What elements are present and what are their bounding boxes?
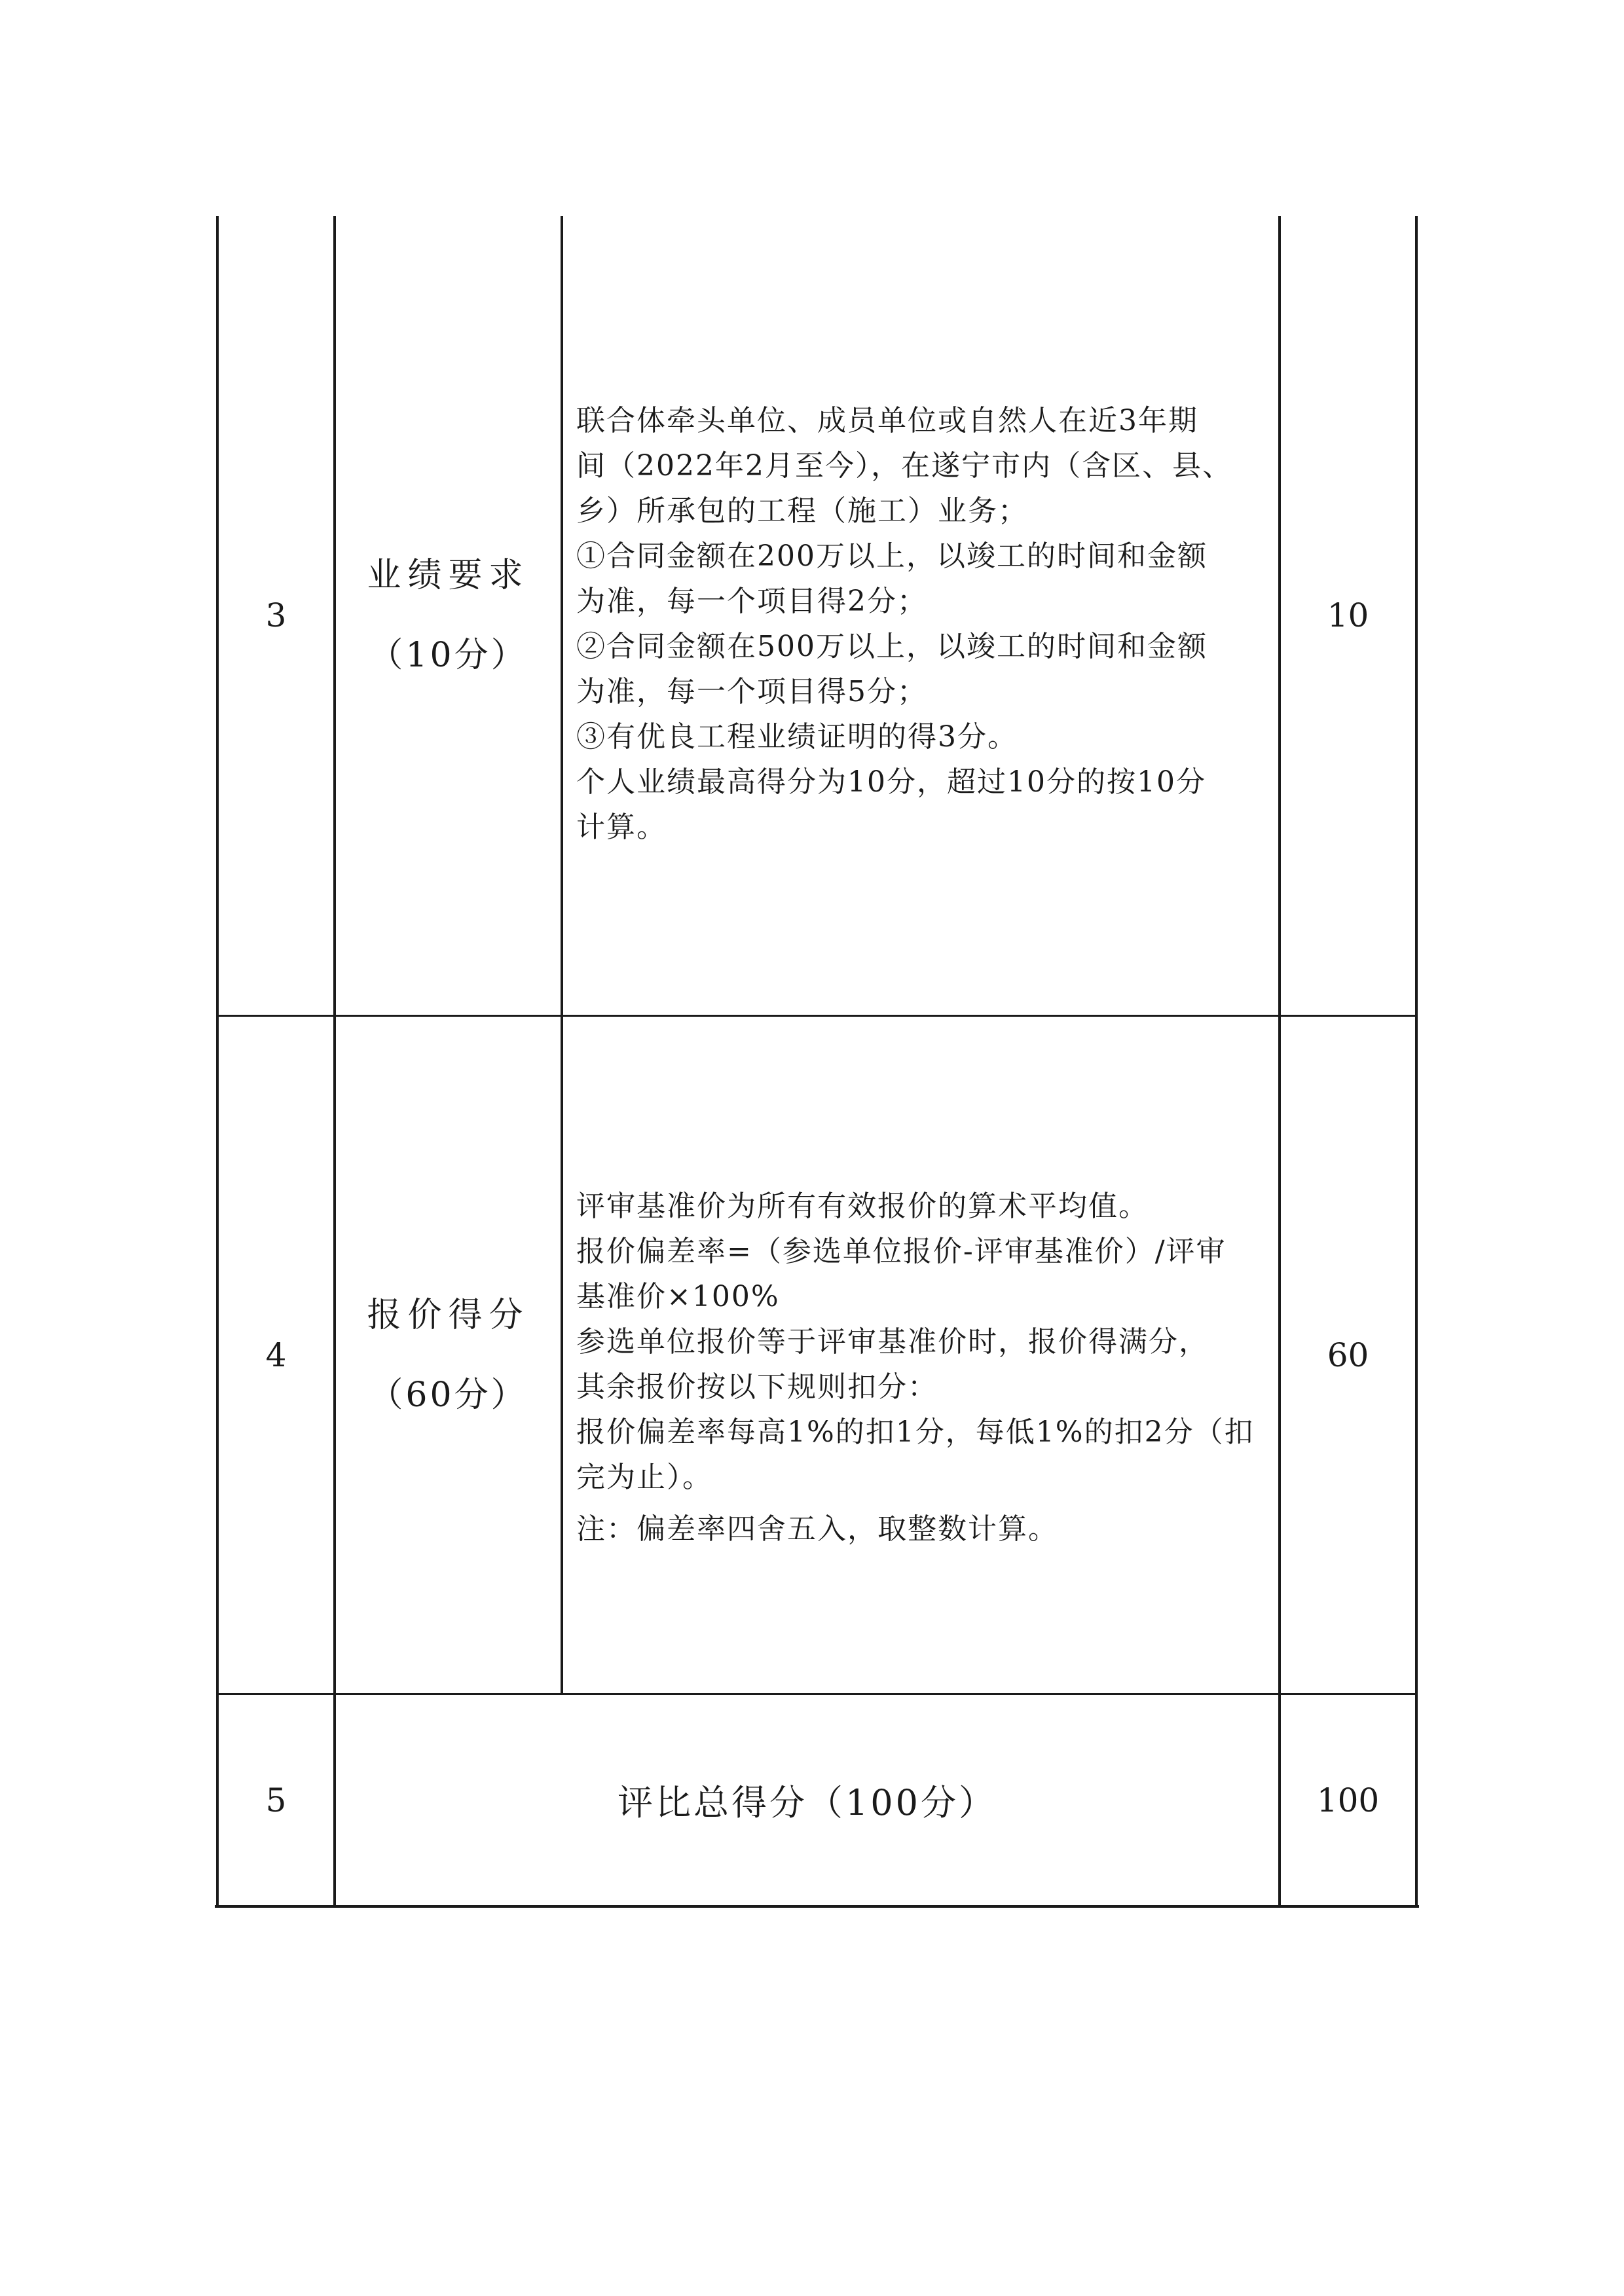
description-line: ③有优良工程业绩证明的得3分。: [576, 720, 1018, 754]
row-number: 5: [265, 1781, 287, 1819]
row-number: 4: [265, 1336, 287, 1374]
description-line: ②合同金额在500万以上，以竣工的时间和金额: [576, 630, 1208, 663]
total-score-label: 评比总得分（100分）: [617, 1782, 997, 1823]
criterion-points: （60分）: [369, 1375, 528, 1415]
criterion-description: [576, 1184, 1276, 1552]
description-line: ①合同金额在200万以上，以竣工的时间和金额: [576, 539, 1208, 573]
description-line: 为准，每一个项目得2分；: [576, 585, 927, 618]
description-line: 报价偏差率每高1%的扣1分，每低1%的扣2分（扣: [576, 1415, 1255, 1449]
criterion-name: 业绩要求: [367, 556, 530, 595]
description-line: 完为止）。: [576, 1461, 712, 1494]
description-line: 为准，每一个项目得5分；: [576, 675, 927, 708]
description-line: 乡）所承包的工程（施工）业务；: [576, 494, 1028, 528]
max-score: 60: [1327, 1336, 1369, 1374]
criterion-points: （10分）: [369, 636, 528, 675]
description-line: 基准价×100%: [576, 1280, 780, 1313]
table-border-right: [1415, 216, 1418, 1906]
description-line: 参选单位报价等于评审基准价时，报价得满分，: [576, 1325, 1209, 1358]
max-score: 10: [1327, 596, 1369, 634]
criterion-category: [336, 1017, 561, 1693]
table-border-bottom: [215, 1905, 1419, 1908]
description-line: 报价偏差率=（参选单位报价-评审基准价）/评审: [576, 1235, 1227, 1268]
total-score: 100: [1316, 1781, 1380, 1819]
criterion-name: 报价得分: [367, 1295, 530, 1335]
description-line: 联合体牵头单位、成员单位或自然人在近3年期: [576, 404, 1198, 437]
description-line: 计算。: [576, 811, 667, 844]
description-line: 间（2022年2月至今），在遂宁市内（含区、县、: [576, 449, 1232, 483]
description-line: 其余报价按以下规则扣分：: [576, 1370, 938, 1404]
criterion-description: [576, 398, 1276, 850]
description-line: 评审基准价为所有有效报价的算术平均值。: [576, 1190, 1149, 1223]
row-number: 3: [265, 596, 287, 634]
description-line: 注：偏差率四舍五入，取整数计算。: [576, 1512, 1058, 1546]
table-column-divider: [561, 216, 563, 1694]
criterion-category: [336, 216, 561, 1015]
description-line: 个人业绩最高得分为10分，超过10分的按10分: [576, 765, 1206, 799]
